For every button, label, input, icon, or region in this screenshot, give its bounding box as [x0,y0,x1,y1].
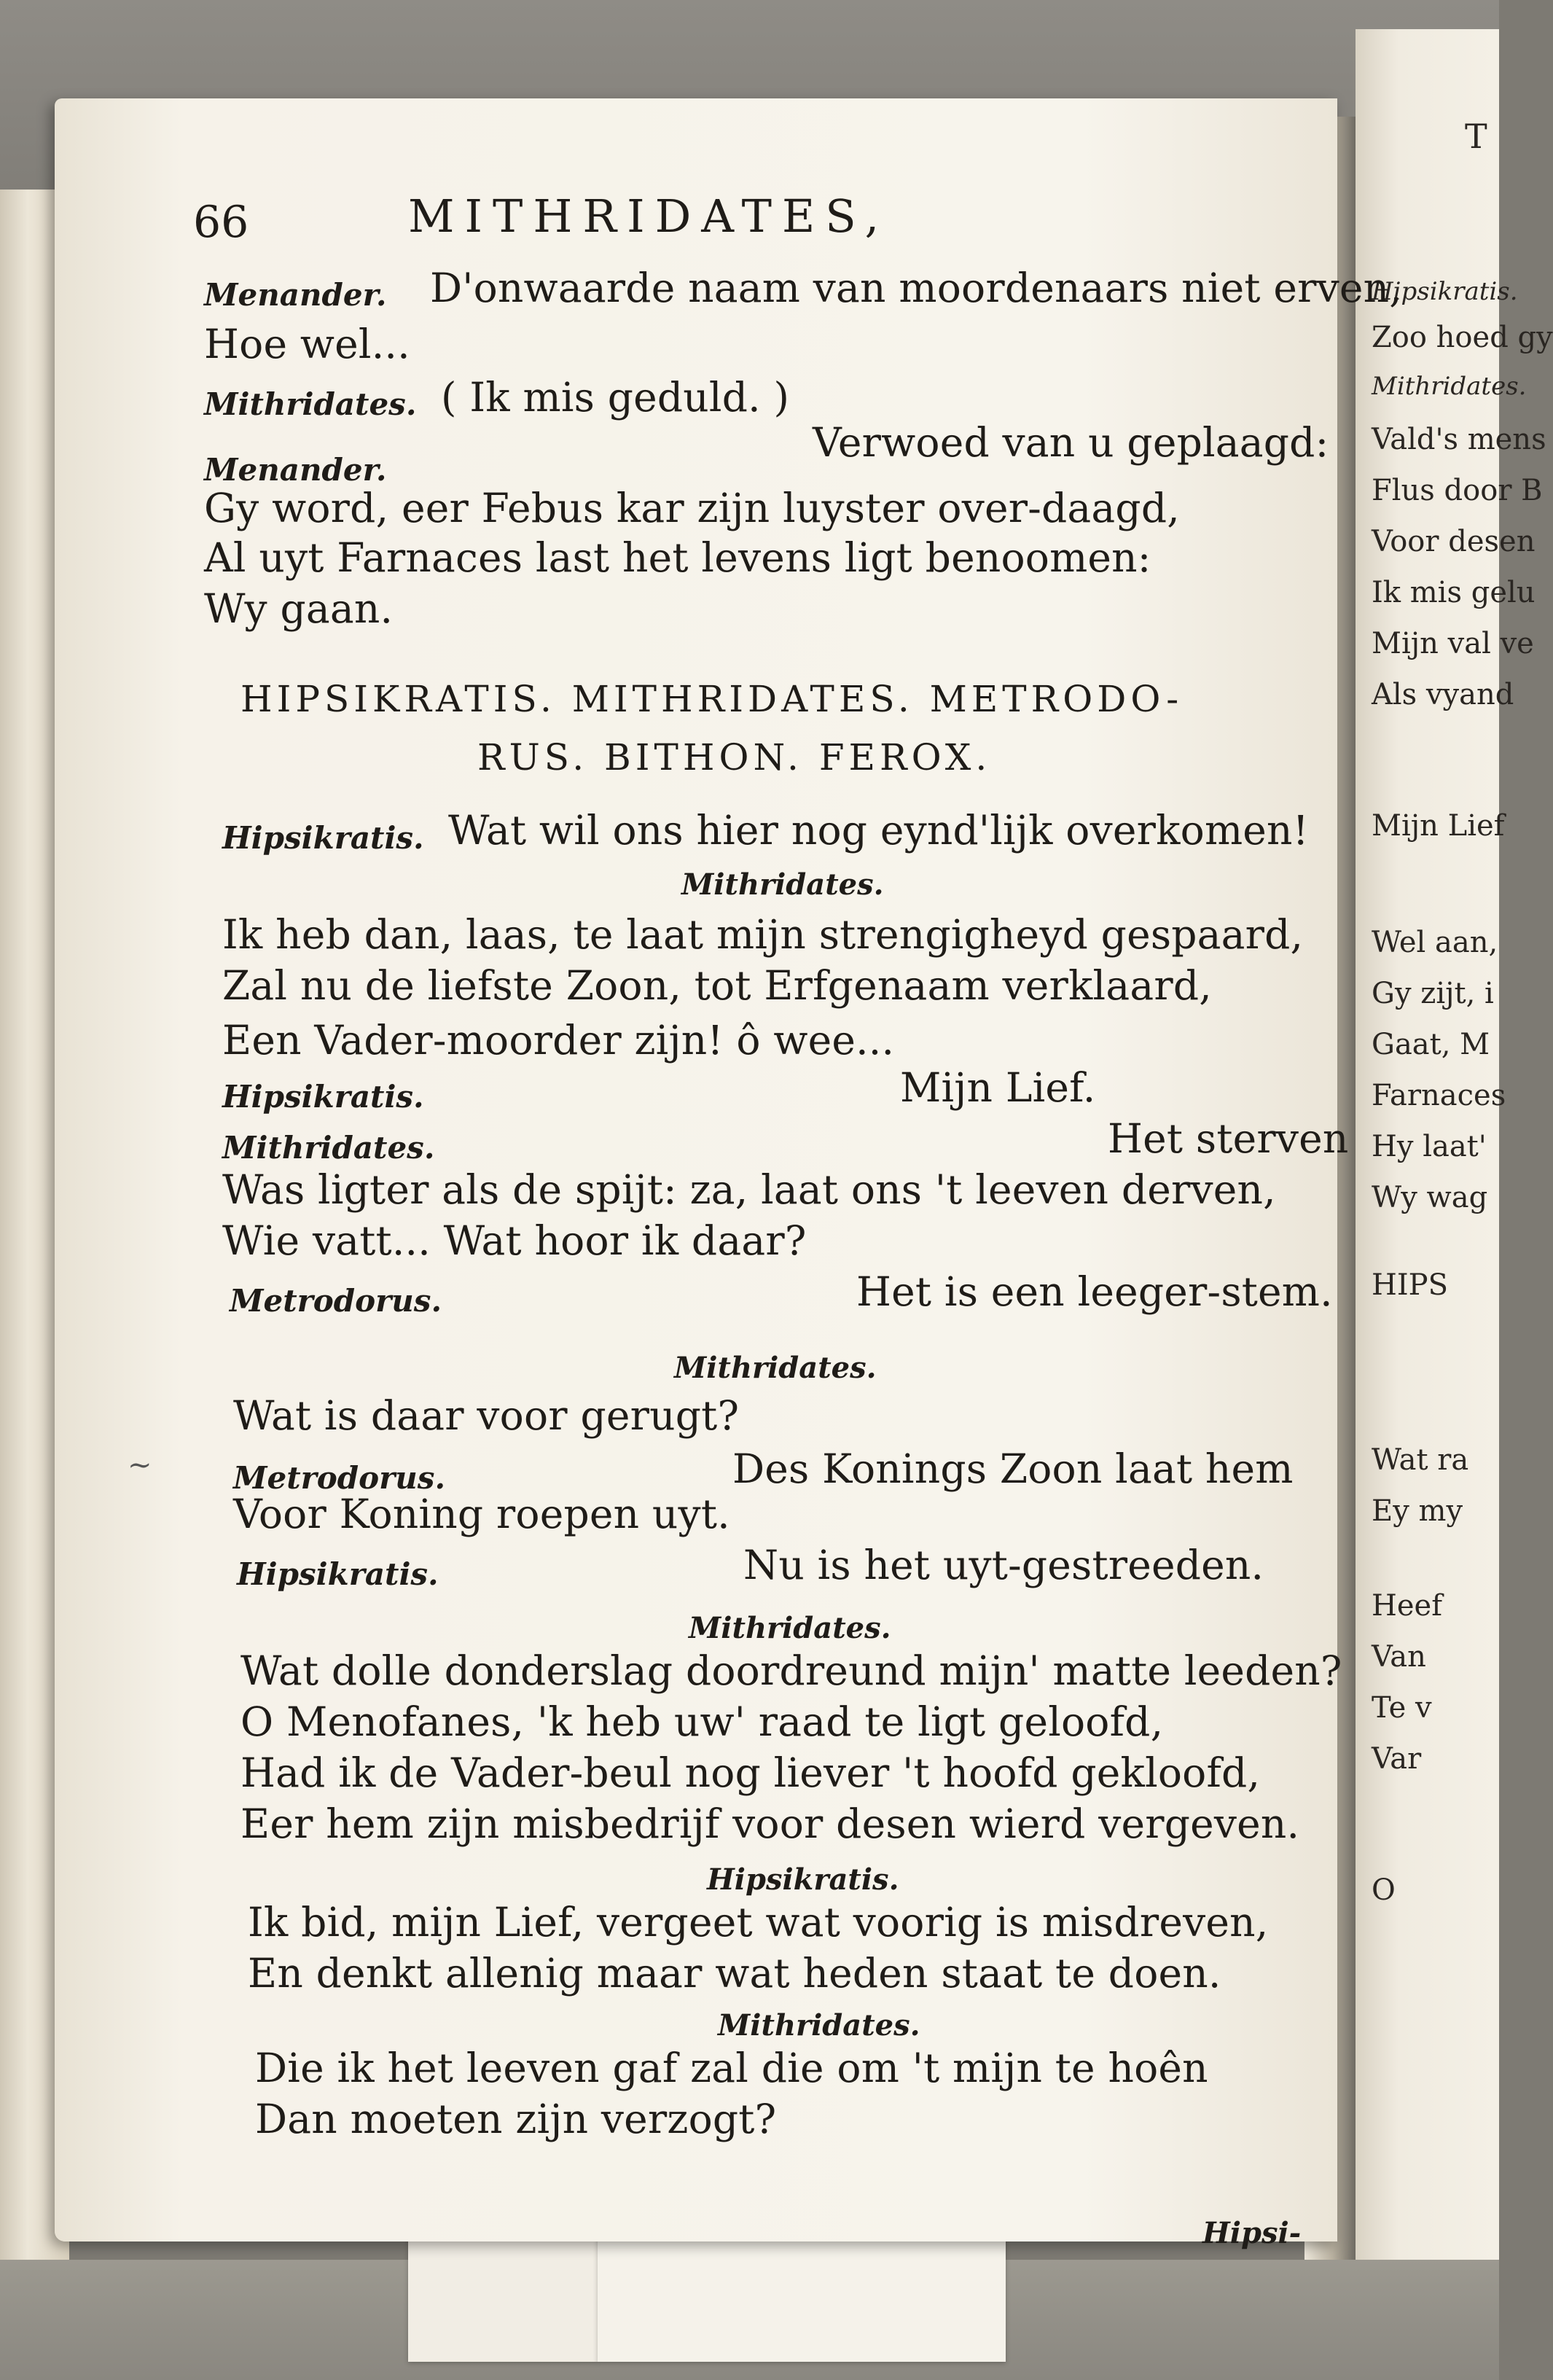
facing-fragment: Gaat, M [1372,1028,1490,1061]
facing-fragment: Mithridates. [1372,372,1527,401]
speaker-label: Hipsikratis. [222,820,424,856]
verse-line: Voor Koning roepen uyt. [233,1491,730,1537]
page-number: 66 [193,197,249,248]
speaker-label: Hipsikratis. [237,1556,439,1592]
verse-line: O Menofanes, 'k heb uw' raad te ligt geloofd, [240,1698,1164,1745]
verse-line: Hoe wel... [204,321,410,367]
facing-fragment: HIPS [1372,1268,1448,1302]
verse-line: Wat is daar voor gerugt? [233,1392,740,1439]
verse-line: Het sterven [1108,1115,1349,1162]
scene-heading: HIPSIKRATIS. MITHRIDATES. METRODO- [240,678,1184,720]
speaker-heading: Mithridates. [674,1351,877,1385]
facing-fragment: Gy zijt, i [1372,977,1494,1010]
speaker-heading: Mithridates. [681,867,884,902]
verse-line: Wie vatt... Wat hoor ik daar? [222,1217,807,1264]
speaker-label: Metrodorus. [233,1460,446,1496]
facing-fragment: Wat ra [1372,1443,1469,1477]
speaker-label: Menander. [204,452,387,488]
verse-line: Gy word, eer Febus kar zijn luyster over-daagd, [204,485,1180,531]
verse-line: Dan moeten zijn verzogt? [255,2096,777,2142]
margin-mark: ~ [128,1448,152,1482]
verse-line: Het is een leeger-stem. [856,1268,1333,1315]
facing-fragment: Ey my [1372,1494,1463,1528]
facing-fragment: Zoo hoed gy [1372,321,1553,354]
facing-fragment: Mijn val ve [1372,627,1534,660]
verse-line: Wat dolle donderslag doordreund mijn' matte leeden? [240,1647,1342,1694]
speaker-label: Metrodorus. [230,1283,442,1319]
scene-heading: RUS. BITHON. FEROX. [477,736,992,779]
facing-fragment: Farnaces [1372,1079,1506,1112]
facing-fragment: O [1372,1873,1396,1907]
verse-line: Mijn Lief. [900,1064,1096,1111]
verse-line: Zal nu de liefste Zoon, tot Erfgenaam verklaard, [222,962,1212,1009]
facing-fragment: Wel aan, [1372,926,1498,959]
verse-line: Wat wil ons hier nog eynd'lijk overkomen! [448,807,1309,854]
facing-fragment: Mijn Lief [1372,809,1505,843]
speaker-label: Menander. [204,277,387,313]
facing-fragment: Te v [1372,1691,1432,1725]
facing-fragment: Van [1372,1640,1426,1674]
verse-line: ( Ik mis geduld. ) [441,374,790,421]
facing-fragment: Hy laat' [1372,1130,1487,1163]
verse-line: Had ik de Vader-beul nog liever 't hoofd gekloofd, [240,1749,1261,1796]
verse-line: Eer hem zijn misbedrijf voor desen wierd vergeven. [240,1800,1300,1847]
speaker-label: Mithridates. [204,386,417,422]
speaker-heading: Mithridates. [718,2008,920,2042]
verse-line: En denkt allenig maar wat heden staat te doen. [248,1950,1221,1997]
verse-line: Wy gaan. [204,585,394,632]
facing-fragment: Flus door B [1372,474,1543,507]
facing-fragment: Ik mis gelu [1372,576,1536,609]
speaker-label: Mithridates. [222,1130,435,1166]
facing-page [1356,29,1553,2260]
verse-line: Des Konings Zoon laat hem [732,1445,1294,1492]
verse-line: Een Vader-moorder zijn! ô wee... [222,1017,895,1064]
verse-line: Al uyt Farnaces last het levens ligt benoomen: [204,534,1151,581]
catchword: Hipsi- [1202,2216,1302,2250]
verse-line: Ik bid, mijn Lief, vergeet wat voorig is misdreven, [248,1899,1269,1946]
verse-line: Ik heb dan, laas, te laat mijn strengigheyd gespaard, [222,911,1304,958]
verse-line: Nu is het uyt-gestreeden. [743,1542,1264,1588]
facing-fragment: Wy wag [1372,1181,1488,1214]
facing-fragment: Heef [1372,1589,1443,1623]
verse-line: Verwoed van u geplaagd: [813,419,1329,466]
facing-fragment: Voor desen [1372,525,1536,558]
verse-line: D'onwaarde naam van moordenaars niet erven, [430,265,1402,311]
facing-fragment: Als vyand [1372,678,1514,711]
speaker-heading: Hipsikratis. [707,1862,899,1897]
verse-line: Was ligter als de spijt: za, laat ons 't leeven derven, [222,1166,1276,1213]
facing-fragment: Vald's mens [1372,423,1546,456]
facing-fragment: Var [1372,1742,1422,1776]
verse-line: Die ik het leeven gaf zal die om 't mijn te hoên [255,2045,1208,2091]
facing-fragment: Hipsikratis. [1372,277,1518,306]
speaker-heading: Mithridates. [689,1611,891,1645]
facing-fragment: T [1465,117,1487,156]
speaker-label: Hipsikratis. [222,1079,424,1115]
running-head: MITHRIDATES, [408,190,890,243]
